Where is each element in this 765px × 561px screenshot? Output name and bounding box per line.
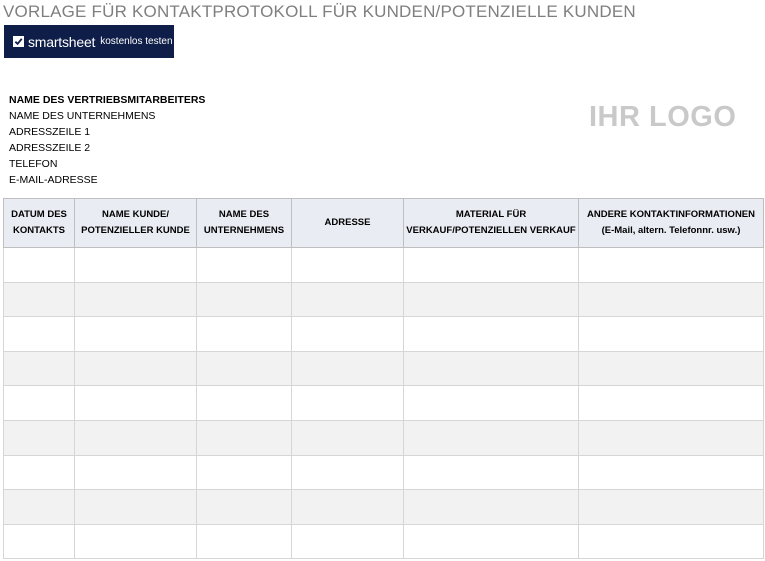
cell-date[interactable] <box>4 524 75 559</box>
cell-customer[interactable] <box>75 248 197 283</box>
cell-company[interactable] <box>197 420 292 455</box>
cell-other[interactable] <box>579 386 764 421</box>
cell-material[interactable] <box>404 524 579 559</box>
cell-material[interactable] <box>404 248 579 283</box>
cell-date[interactable] <box>4 248 75 283</box>
cell-customer[interactable] <box>75 524 197 559</box>
email-address: E-MAIL-ADRESSE <box>9 174 98 186</box>
cell-other[interactable] <box>579 351 764 386</box>
contact-info-block <box>9 92 205 188</box>
cell-date[interactable] <box>4 490 75 525</box>
cell-date[interactable] <box>4 386 75 421</box>
cell-material[interactable] <box>404 455 579 490</box>
cell-date[interactable] <box>4 455 75 490</box>
header-other-note: (E-Mail, altern. Telefonnr. usw.) <box>601 225 741 236</box>
cell-company[interactable] <box>197 386 292 421</box>
cell-date[interactable] <box>4 351 75 386</box>
address-line-2: ADRESSZEILE 2 <box>9 142 91 154</box>
phone: TELEFON <box>9 158 58 170</box>
table-row <box>4 351 764 386</box>
table-row <box>4 490 764 525</box>
smartsheet-brand: smartsheet <box>28 33 96 50</box>
header-company: NAME DES UNTERNEHMENS <box>197 199 292 248</box>
header-other <box>579 199 764 248</box>
cell-company[interactable] <box>197 248 292 283</box>
cell-date[interactable] <box>4 420 75 455</box>
cell-date[interactable] <box>4 317 75 352</box>
table-row <box>4 386 764 421</box>
cell-customer[interactable] <box>75 386 197 421</box>
cell-address[interactable] <box>292 524 404 559</box>
table-row <box>4 317 764 352</box>
page-title: VORLAGE FÜR KONTAKTPROTOKOLL FÜR KUNDEN/POTENZIELLE KUNDEN <box>3 2 636 21</box>
cell-company[interactable] <box>197 282 292 317</box>
cell-other[interactable] <box>579 455 764 490</box>
logo-placeholder: IHR LOGO <box>589 101 737 133</box>
cell-material[interactable] <box>404 386 579 421</box>
cell-address[interactable] <box>292 248 404 283</box>
cell-material[interactable] <box>404 490 579 525</box>
cell-material[interactable] <box>404 317 579 352</box>
cell-customer[interactable] <box>75 351 197 386</box>
table-row <box>4 455 764 490</box>
address-line-1: ADRESSZEILE 1 <box>9 126 91 138</box>
checkmark-icon <box>13 36 24 47</box>
smartsheet-trial-banner[interactable] <box>4 25 174 58</box>
cell-address[interactable] <box>292 490 404 525</box>
cell-company[interactable] <box>197 490 292 525</box>
company-name: NAME DES UNTERNEHMENS <box>9 110 156 122</box>
table-row <box>4 282 764 317</box>
cell-other[interactable] <box>579 248 764 283</box>
trial-link[interactable]: kostenlos testen <box>100 36 173 47</box>
cell-customer[interactable] <box>75 282 197 317</box>
sales-rep-name: NAME DES VERTRIEBSMITARBEITERS <box>9 94 206 106</box>
cell-customer[interactable] <box>75 490 197 525</box>
cell-other[interactable] <box>579 420 764 455</box>
cell-address[interactable] <box>292 317 404 352</box>
cell-company[interactable] <box>197 351 292 386</box>
header-address: ADRESSE <box>292 199 404 248</box>
table-row <box>4 420 764 455</box>
table-row <box>4 524 764 559</box>
cell-other[interactable] <box>579 282 764 317</box>
contact-log-table <box>3 198 764 559</box>
header-material: MATERIAL FÜR VERKAUF/POTENZIELLEN VERKAUF <box>404 199 579 248</box>
table-row <box>4 248 764 283</box>
header-customer: NAME KUNDE/ POTENZIELLER KUNDE <box>75 199 197 248</box>
table-header-row <box>4 199 764 248</box>
cell-customer[interactable] <box>75 317 197 352</box>
cell-other[interactable] <box>579 524 764 559</box>
cell-address[interactable] <box>292 282 404 317</box>
cell-address[interactable] <box>292 455 404 490</box>
cell-company[interactable] <box>197 317 292 352</box>
cell-address[interactable] <box>292 386 404 421</box>
cell-company[interactable] <box>197 455 292 490</box>
cell-other[interactable] <box>579 490 764 525</box>
cell-address[interactable] <box>292 351 404 386</box>
cell-address[interactable] <box>292 420 404 455</box>
cell-date[interactable] <box>4 282 75 317</box>
header-date: DATUM DES KONTAKTS <box>4 199 75 248</box>
cell-other[interactable] <box>579 317 764 352</box>
cell-customer[interactable] <box>75 420 197 455</box>
cell-company[interactable] <box>197 524 292 559</box>
cell-material[interactable] <box>404 420 579 455</box>
table-body <box>4 248 764 559</box>
cell-material[interactable] <box>404 282 579 317</box>
header-other-title: ANDERE KONTAKTINFORMATIONEN <box>587 209 755 220</box>
cell-material[interactable] <box>404 351 579 386</box>
cell-customer[interactable] <box>75 455 197 490</box>
